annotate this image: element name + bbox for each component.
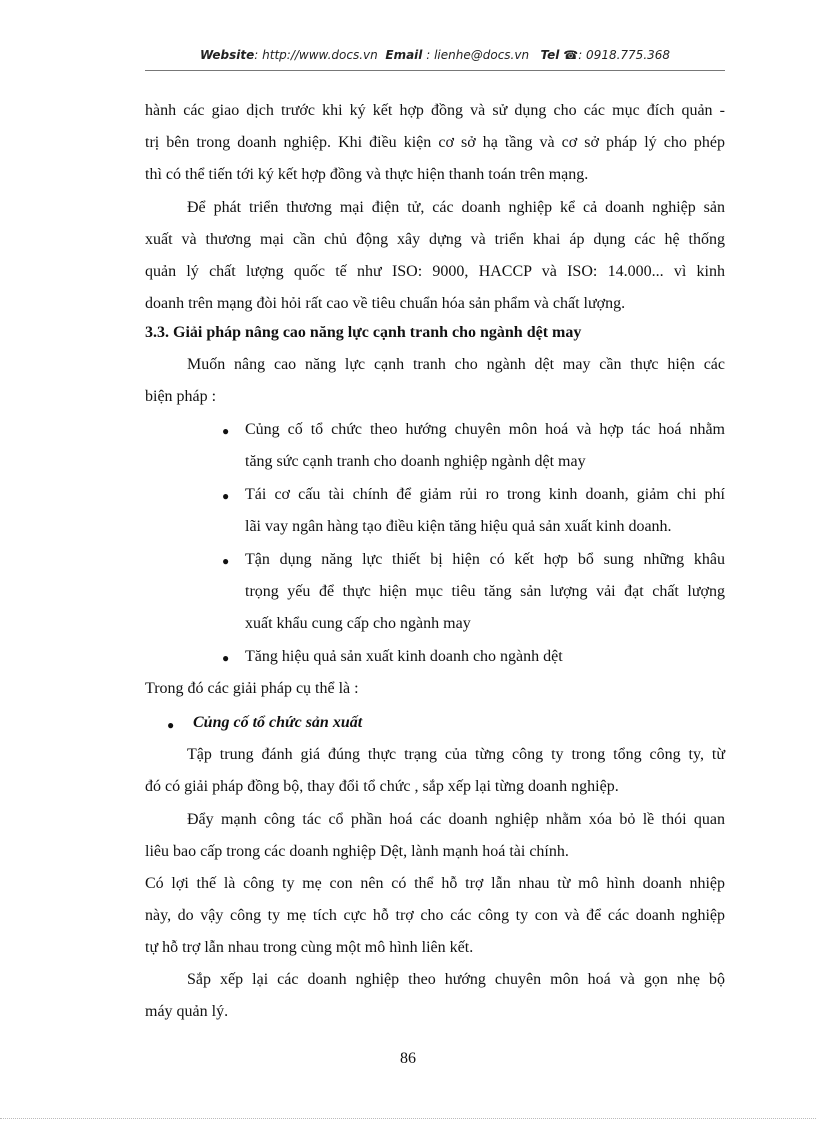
bullet-line: tăng sức cạnh tranh cho doanh nghiệp ngành dệt may [245, 453, 586, 470]
body-line: hành các giao dịch trước khi ký kết hợp đồng và sử dụng cho các mục đích quản - [145, 102, 725, 119]
body-line: biện pháp : [145, 388, 217, 405]
bullet-line: lãi vay ngân hàng tạo điều kiện tăng hiệu quả sản xuất kinh doanh. [245, 518, 672, 535]
tel-value: : 0918.775.368 [578, 48, 671, 62]
email-label: Email [385, 48, 423, 62]
bullet-icon: ● [167, 718, 175, 732]
subheading: Củng cố tổ chức sản xuất [193, 714, 363, 731]
body-line: quản lý chất lượng quốc tế như ISO: 9000, HACCP và ISO: 14.000... vì kinh [145, 263, 725, 280]
page-number: 86 [400, 1050, 416, 1067]
body-line: liêu bao cấp trong các doanh nghiệp Dệt, lành mạnh hoá tài chính. [145, 843, 569, 860]
bullet-line: Củng cố tổ chức theo hướng chuyên môn hoá và hợp tác hoá nhằm [245, 421, 725, 438]
header-divider [145, 70, 725, 71]
body-line: Có lợi thế là công ty mẹ con nên có thể hỗ trợ lẫn nhau từ mô hình doanh nhiệp [145, 875, 725, 892]
body-line: đó có giải pháp đồng bộ, thay đổi tổ chức , sắp xếp lại từng doanh nghiệp. [145, 778, 619, 795]
body-line: xuất và thương mại cần chủ động xây dựng và triển khai áp dụng các hệ thống [145, 231, 725, 248]
bullet-line: xuất khẩu cung cấp cho ngành may [245, 615, 471, 632]
bullet-line: trọng yếu để thực hiện mục tiêu tăng sản lượng vải đạt chất lượng [245, 583, 725, 600]
bullet-icon: ● [222, 489, 230, 503]
body-line: này, do vậy công ty mẹ tích cực hỗ trợ cho các công ty con và để các doanh nghiệp [145, 907, 725, 924]
website-value: : http://www.docs.vn [254, 48, 378, 62]
section-heading: 3.3. Giải pháp nâng cao năng lực cạnh tranh cho ngành dệt may [145, 324, 582, 341]
bullet-line: Tận dụng năng lực thiết bị hiện có kết hợp bổ sung những khâu [245, 551, 725, 568]
body-line: tự hỗ trợ lẫn nhau trong cùng một mô hình liên kết. [145, 939, 474, 956]
page-header [145, 48, 725, 62]
bullet-icon: ● [222, 554, 230, 568]
website-label: Website [199, 48, 255, 62]
body-line: Trong đó các giải pháp cụ thể là : [145, 680, 359, 697]
phone-icon: ☎ [563, 48, 579, 62]
body-line: doanh trên mạng đòi hỏi rất cao về tiêu chuẩn hóa sản phẩm và chất lượng. [145, 295, 626, 312]
body-line: Muốn nâng cao năng lực cạnh tranh cho ngành dệt may cần thực hiện các [187, 356, 725, 373]
page-bottom-edge [0, 1118, 816, 1119]
bullet-line: Tái cơ cấu tài chính để giảm rủi ro trong kinh doanh, giảm chi phí [245, 486, 725, 503]
body-line: Để phát triển thương mại điện tử, các doanh nghiệp kể cả doanh nghiệp sản [187, 199, 725, 216]
body-line: thì có thể tiến tới ký kết hợp đồng và thực hiện thanh toán trên mạng. [145, 166, 589, 183]
body-line: Đẩy mạnh công tác cổ phần hoá các doanh nghiệp nhằm xóa bỏ lề thói quan [187, 811, 725, 828]
body-line: máy quản lý. [145, 1003, 229, 1020]
bullet-icon: ● [222, 651, 230, 665]
bullet-line: Tăng hiệu quả sản xuất kinh doanh cho ngành dệt [245, 648, 563, 665]
body-line: Tập trung đánh giá đúng thực trạng của từng công ty trong tổng công ty, từ [187, 746, 725, 763]
tel-label: Tel [540, 48, 560, 62]
email-value: : lienhe@docs.vn [426, 48, 530, 62]
body-line: Sắp xếp lại các doanh nghiệp theo hướng chuyên môn hoá và gọn nhẹ bộ [187, 971, 725, 988]
body-line: trị bên trong doanh nghiệp. Khi điều kiện cơ sở hạ tầng và cơ sở pháp lý cho phép [145, 134, 725, 151]
bullet-icon: ● [222, 424, 230, 438]
